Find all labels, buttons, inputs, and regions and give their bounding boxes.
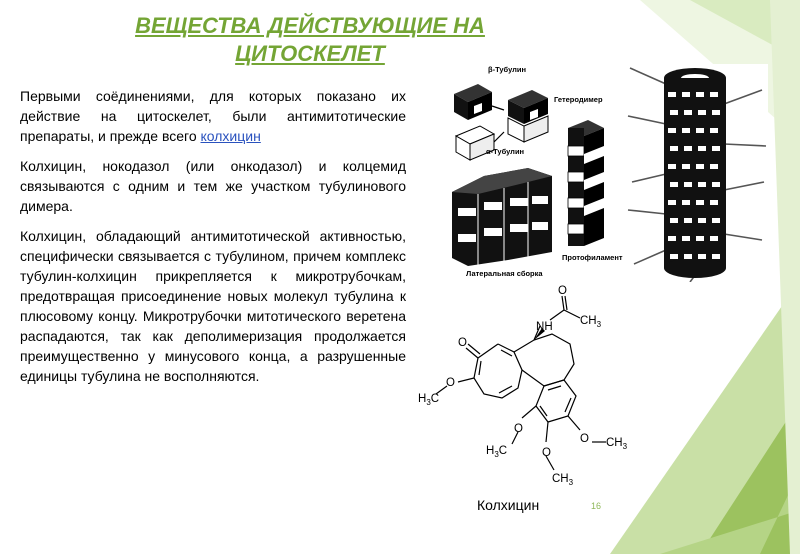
body-text bbox=[20, 86, 406, 396]
atom-o-b3: O bbox=[542, 447, 551, 459]
slide-number: 16 bbox=[591, 501, 602, 511]
slide-title: ВЕЩЕСТВА ДЕЙСТВУЮЩИЕ НА ЦИТОСКЕЛЕТ bbox=[135, 13, 485, 66]
protofilament-column bbox=[568, 120, 604, 246]
tubulin-assembly-figure bbox=[448, 62, 630, 280]
atom-o-left: O bbox=[446, 377, 455, 389]
paragraph-2: Колхицин, нокодазол (или онкодазол) и колцемид связываются с одним и тем же участком тубулинового димера. bbox=[20, 158, 406, 214]
label-lateral-assembly: Латеральная сборка bbox=[466, 269, 543, 278]
lateral-assembly-sheet bbox=[452, 168, 552, 266]
atom-o-b1: O bbox=[514, 423, 523, 435]
microtubule-figure bbox=[626, 64, 768, 282]
atom-nh: NH bbox=[536, 321, 553, 333]
arrow-alpha bbox=[494, 132, 504, 142]
colchicine-link[interactable]: колхицин bbox=[200, 128, 261, 144]
label-beta-tubulin: β-Тубулин bbox=[488, 65, 527, 74]
group-h3c-bottom: $H_3C$ bbox=[486, 445, 508, 459]
atom-o-ketone: O bbox=[458, 337, 467, 349]
colchicine-structure bbox=[414, 282, 650, 494]
label-heterodimer: Гетеродимер bbox=[554, 95, 603, 104]
group-ch3-amide: $CH_3$ bbox=[580, 315, 602, 329]
atom-o-b2: O bbox=[580, 433, 589, 445]
label-alpha-tubulin: α-Тубулин bbox=[486, 147, 525, 156]
arrow-beta bbox=[492, 106, 504, 110]
beta-tubulin-block bbox=[454, 84, 492, 120]
label-protofilament: Протофиламент bbox=[562, 253, 623, 262]
paragraph-1-text: Первыми соёдинениями, для которых показано их действие на цитоскелет, были антимитотические препараты, и прежде всего bbox=[20, 88, 406, 144]
group-ch3-bottom: $CH_3$ bbox=[552, 473, 574, 487]
atom-o-amide: O bbox=[558, 285, 567, 297]
heterodimer-block bbox=[508, 90, 548, 142]
group-h3c-left: $H_3C$ bbox=[418, 393, 440, 407]
group-ch3-right: $CH_3$ bbox=[606, 437, 628, 451]
paragraph-3: Колхицин, обладающий антимитотической активностью, специфически связывается с тубулином, причем комплекс тубулин-колхицин прикрепляется к микротрубочкам, предотвращая присоединение новых молекул тубулина к плюсовому концу. Микротрубочки митотического веретена распадаются, так как деполимеризация продолжается преимущественно у минусового конца, а разрушенные единицы тубулина не восполняются. bbox=[20, 228, 406, 384]
structure-caption: Колхицин bbox=[477, 497, 540, 513]
paragraph-1 bbox=[20, 86, 406, 146]
